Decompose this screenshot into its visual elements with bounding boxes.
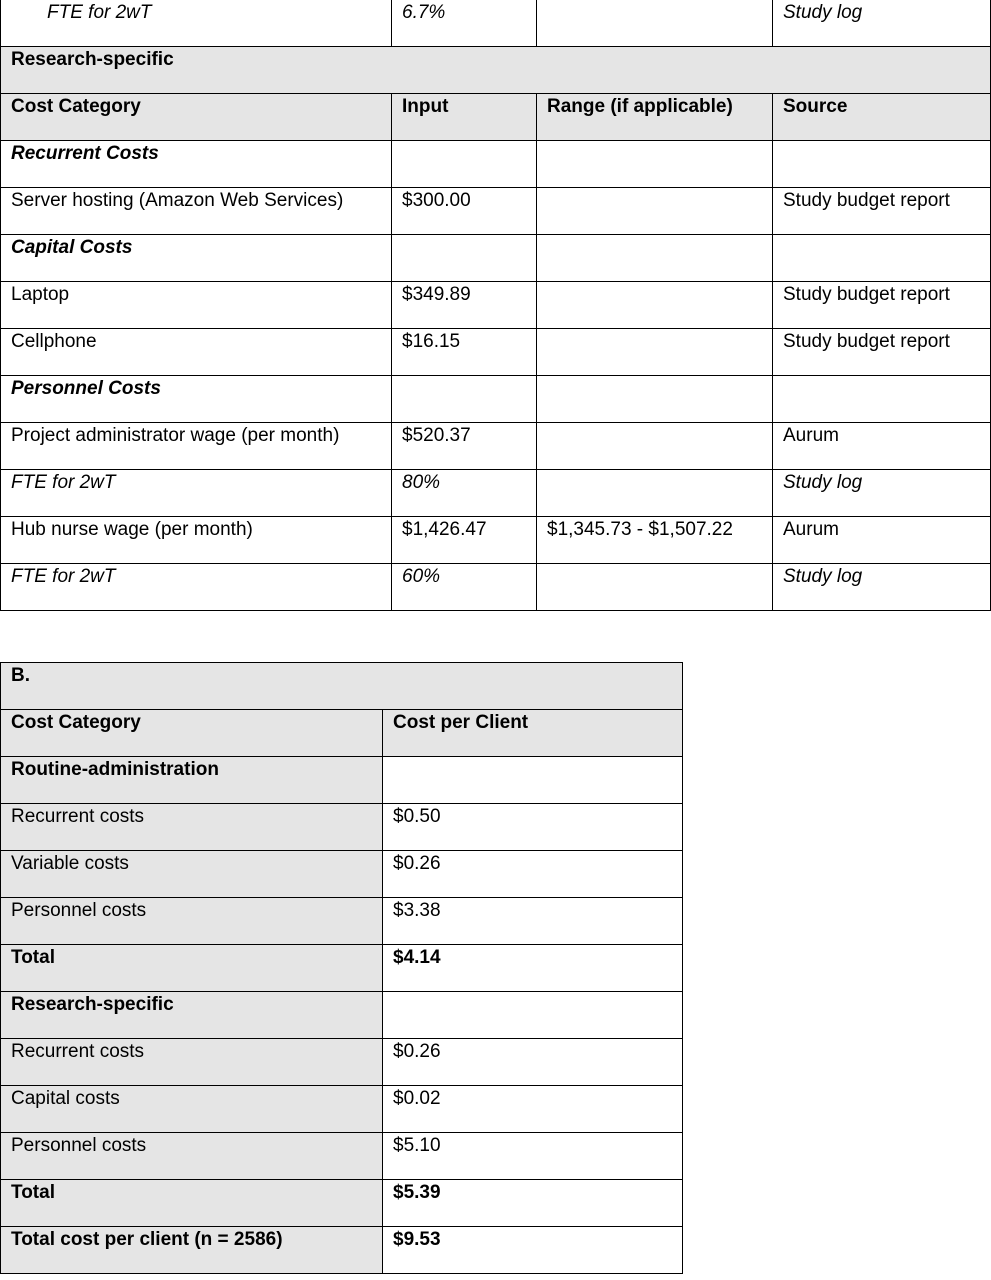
cell-cost — [383, 992, 683, 1039]
cell-input: $1,426.47 — [392, 517, 537, 564]
cell-range — [537, 282, 773, 329]
cell-cost: $4.14 — [383, 945, 683, 992]
cell-category: Recurrent costs — [1, 1039, 383, 1086]
section-title-row — [1, 47, 991, 94]
header-range: Range (if applicable) — [537, 94, 773, 141]
table-row — [1, 517, 991, 564]
table-row — [1, 141, 991, 188]
table-row — [1, 1227, 683, 1274]
cell-source: Study log — [773, 564, 991, 611]
table-row — [1, 898, 683, 945]
cell-category: Variable costs — [1, 851, 383, 898]
cell-category: Routine-administration — [1, 757, 383, 804]
table-row — [1, 329, 991, 376]
cell-category: Recurrent costs — [1, 804, 383, 851]
cell-category: Cellphone — [1, 329, 392, 376]
cell-input: 80% — [392, 470, 537, 517]
cell-source: Aurum — [773, 517, 991, 564]
cell-source — [773, 376, 991, 423]
cell-cost — [383, 757, 683, 804]
cost-per-client-table — [0, 662, 683, 1274]
header-row — [1, 94, 991, 141]
table-row — [1, 235, 991, 282]
cell-cost: $0.50 — [383, 804, 683, 851]
cell-category: FTE for 2wT — [1, 470, 392, 517]
header-source: Source — [773, 94, 991, 141]
cell-input: $16.15 — [392, 329, 537, 376]
cell-category: Capital Costs — [1, 235, 392, 282]
cell-category: Total — [1, 945, 383, 992]
cell-category: Hub nurse wage (per month) — [1, 517, 392, 564]
table-row — [1, 470, 991, 517]
table-row — [1, 757, 683, 804]
cell-range — [537, 188, 773, 235]
header-row — [1, 710, 683, 757]
cell-cost: $0.26 — [383, 851, 683, 898]
cell-category: Laptop — [1, 282, 392, 329]
cell-input — [392, 141, 537, 188]
cell-range — [537, 423, 773, 470]
table-row — [1, 1039, 683, 1086]
cell-source: Study budget report — [773, 282, 991, 329]
cell-source: Study budget report — [773, 188, 991, 235]
cell-category: Recurrent Costs — [1, 141, 392, 188]
cell-category: Total — [1, 1180, 383, 1227]
cell-cost: $3.38 — [383, 898, 683, 945]
cell-source: Aurum — [773, 423, 991, 470]
cell-category: FTE for 2wT — [1, 0, 392, 47]
cell-source: Study budget report — [773, 329, 991, 376]
cell-range: $1,345.73 - $1,507.22 — [537, 517, 773, 564]
cell-input: 60% — [392, 564, 537, 611]
table-row — [1, 188, 991, 235]
cell-range — [537, 564, 773, 611]
table-label-row — [1, 663, 683, 710]
cell-category: Total cost per client (n = 2586) — [1, 1227, 383, 1274]
cell-source: Study log — [773, 470, 991, 517]
table-label: B. — [1, 663, 683, 710]
cell-category: FTE for 2wT — [1, 564, 392, 611]
section-title: Research-specific — [1, 47, 991, 94]
cell-category: Server hosting (Amazon Web Services) — [1, 188, 392, 235]
table-row — [1, 1133, 683, 1180]
header-category: Cost Category — [1, 94, 392, 141]
cell-category: Personnel costs — [1, 1133, 383, 1180]
cell-range — [537, 0, 773, 47]
table-row — [1, 376, 991, 423]
cell-cost: $5.39 — [383, 1180, 683, 1227]
cell-category: Personnel Costs — [1, 376, 392, 423]
cell-category: Research-specific — [1, 992, 383, 1039]
table-row — [1, 423, 991, 470]
cell-range — [537, 470, 773, 517]
table-row — [1, 282, 991, 329]
header-category: Cost Category — [1, 710, 383, 757]
cell-category: Capital costs — [1, 1086, 383, 1133]
cell-range — [537, 141, 773, 188]
table-row — [1, 945, 683, 992]
cell-category: Project administrator wage (per month) — [1, 423, 392, 470]
cell-range — [537, 235, 773, 282]
table-row — [1, 992, 683, 1039]
table-row — [1, 804, 683, 851]
cell-input: $349.89 — [392, 282, 537, 329]
cell-input — [392, 376, 537, 423]
table-row — [1, 851, 683, 898]
cell-input: 6.7% — [392, 0, 537, 47]
header-input: Input — [392, 94, 537, 141]
cell-category: Personnel costs — [1, 898, 383, 945]
cell-input — [392, 235, 537, 282]
table-row — [1, 0, 991, 47]
cell-cost: $0.02 — [383, 1086, 683, 1133]
cell-cost: $9.53 — [383, 1227, 683, 1274]
header-cost: Cost per Client — [383, 710, 683, 757]
cell-source — [773, 141, 991, 188]
table-row — [1, 564, 991, 611]
cell-source — [773, 235, 991, 282]
cell-range — [537, 376, 773, 423]
cell-range — [537, 329, 773, 376]
cell-cost: $0.26 — [383, 1039, 683, 1086]
cell-cost: $5.10 — [383, 1133, 683, 1180]
cell-source: Study log — [773, 0, 991, 47]
table-row — [1, 1086, 683, 1133]
cell-input: $520.37 — [392, 423, 537, 470]
cost-inputs-table — [0, 0, 991, 611]
cell-input: $300.00 — [392, 188, 537, 235]
table-row — [1, 1180, 683, 1227]
